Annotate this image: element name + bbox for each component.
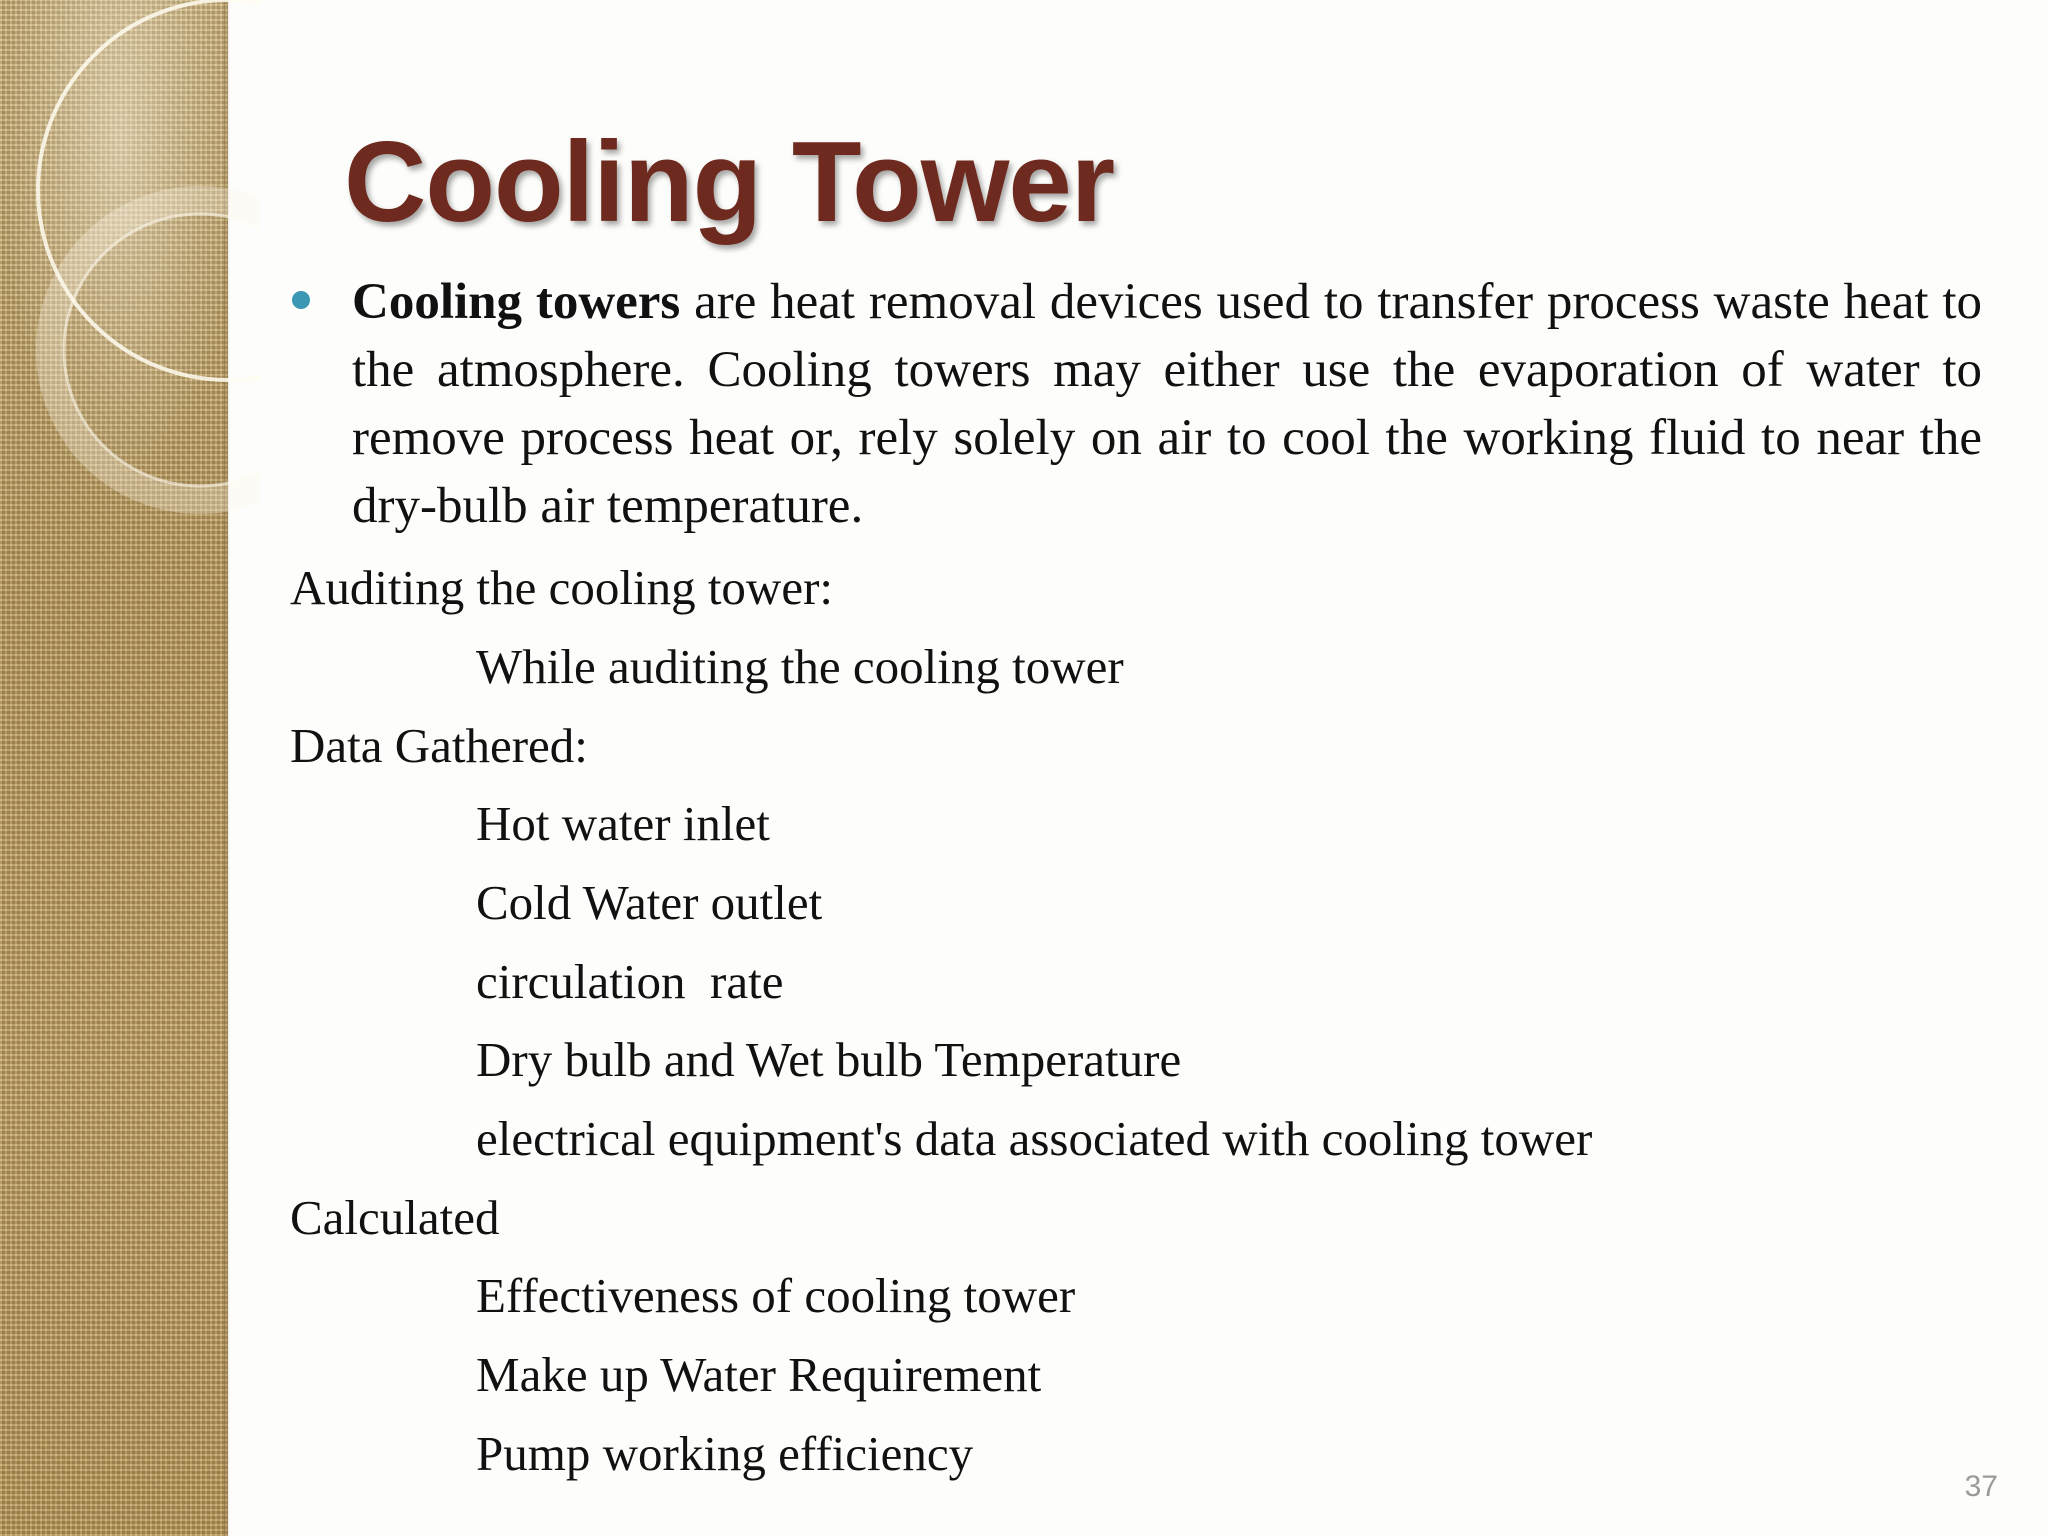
data-gathered-item: electrical equipment's data associated with cooling tower (476, 1111, 1593, 1166)
slide-title: Cooling Tower (344, 119, 1115, 246)
bullet-icon (292, 291, 310, 309)
bullet-paragraph (352, 268, 1982, 540)
data-gathered-item: Hot water inlet (476, 796, 770, 851)
calculated-item: Make up Water Requirement (476, 1347, 1042, 1402)
calculated-heading: Calculated (290, 1190, 500, 1245)
auditing-item: While auditing the cooling tower (476, 639, 1124, 694)
bullet-bold-lead: Cooling towers (352, 274, 681, 330)
calculated-item: Effectiveness of cooling tower (476, 1268, 1076, 1323)
data-gathered-heading: Data Gathered: (290, 718, 588, 773)
data-gathered-item: circulation rate (476, 954, 784, 1009)
page-number: 37 (1964, 1470, 1998, 1503)
calculated-item: Pump working efficiency (476, 1426, 974, 1481)
data-gathered-item: Cold Water outlet (476, 875, 823, 930)
decorative-rings (0, 0, 260, 520)
bullet-text: are heat removal devices used to transfer process waste heat to the atmosphere. Cooling towers may either use the evaporation of water to remove process heat or, rely solely on air to cool the working fluid to near the dry-bulb air temperature. (352, 274, 1982, 534)
auditing-heading: Auditing the cooling tower: (290, 560, 833, 615)
data-gathered-item: Dry bulb and Wet bulb Temperature (476, 1032, 1182, 1087)
